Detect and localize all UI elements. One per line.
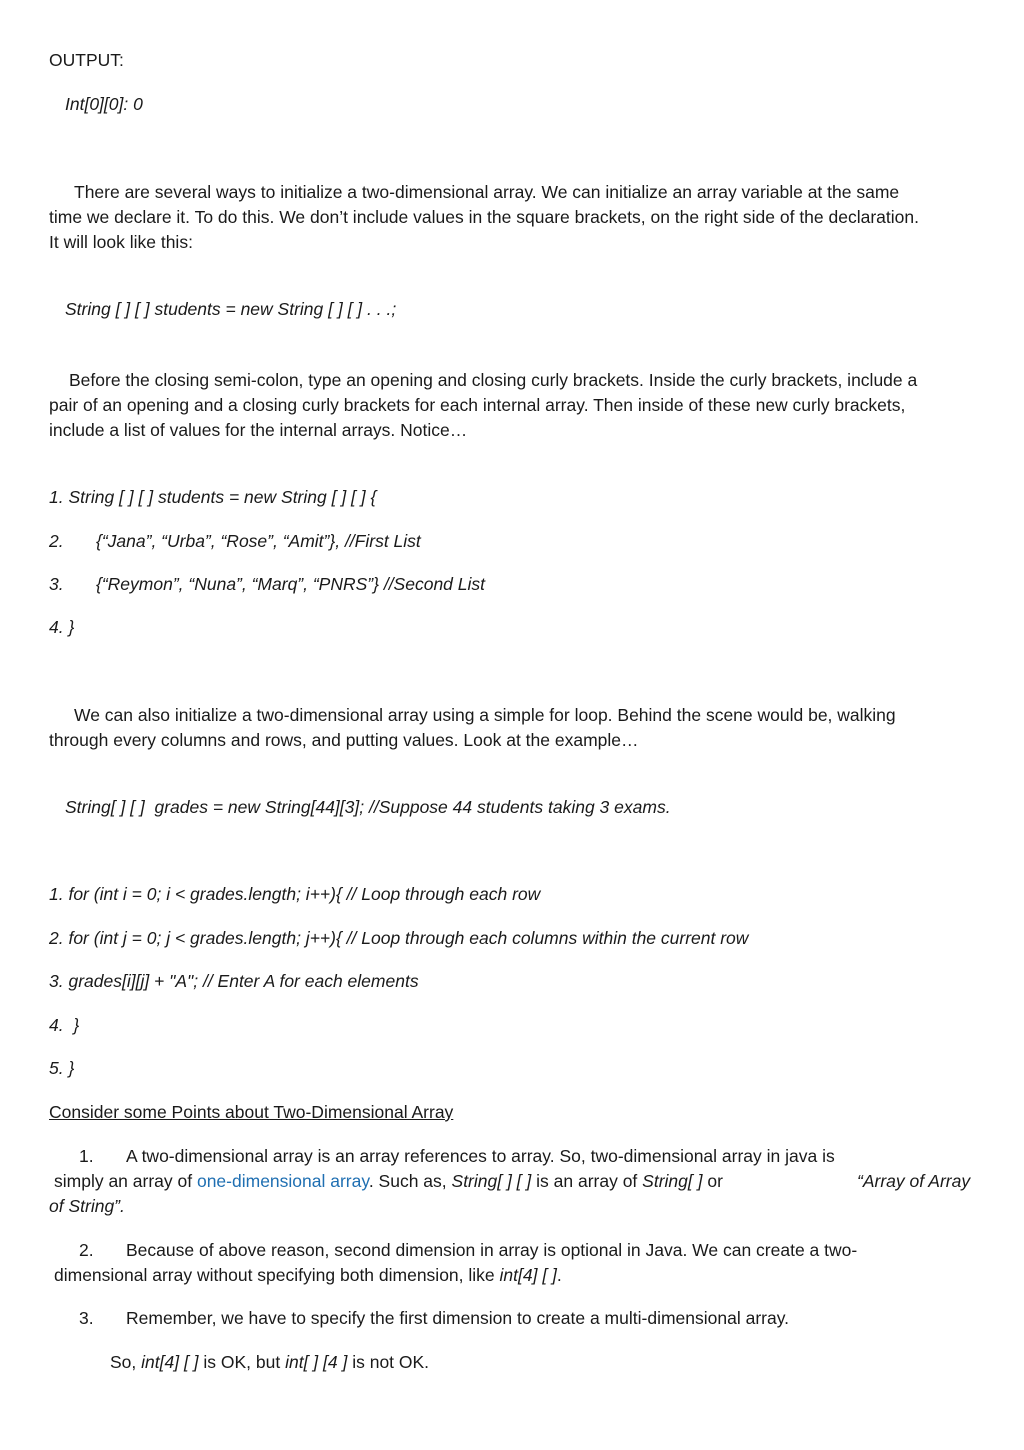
code-line-number: 4. (49, 617, 64, 637)
code-line-text: {“Reymon”, “Nuna”, “Marq”, “PNRS”} //Second List (96, 574, 486, 594)
point-line: of String”. (49, 1196, 125, 1216)
paragraph-line: pair of an opening and a closing curly brackets for each internal array. Then inside of these new curly brackets, (49, 395, 906, 415)
point-number: 2. (79, 1240, 94, 1260)
point-text: is an array of (531, 1171, 643, 1191)
point-text: dimensional array without specifying both dimension, like (54, 1265, 500, 1285)
point-code: int[4] [ ] (141, 1352, 199, 1372)
paragraph-line: through every columns and rows, and putting values. Look at the example… (49, 730, 639, 750)
point-code: String[ ] (642, 1171, 703, 1191)
point-text: So, (110, 1352, 142, 1372)
point-line: Because of above reason, second dimension in array is optional in Java. We can create a two- (126, 1240, 858, 1260)
code-line-text: } (68, 617, 75, 637)
output-label: OUTPUT: (49, 50, 124, 70)
paragraph-line: Before the closing semi-colon, type an opening and closing curly brackets. Inside the curly brackets, include a (69, 370, 918, 390)
point-quote: “Array of Array (857, 1171, 971, 1191)
paragraph-line: It will look like this: (49, 232, 193, 252)
point-text: . (556, 1265, 562, 1285)
point-line (54, 1263, 562, 1288)
point-text: simply an array of (54, 1171, 197, 1191)
code-declaration-grades: String[ ] [ ] grades = new String[44][3]; //Suppose 44 students taking 3 exams. (65, 797, 671, 817)
point-text: is OK, but (198, 1352, 286, 1372)
code-line-text: {“Jana”, “Urba”, “Rose”, “Amit”}, //First List (96, 531, 421, 551)
output-value: Int[0][0]: 0 (65, 94, 143, 114)
point-number: 1. (79, 1146, 94, 1166)
paragraph-line: time we declare it. To do this. We don’t include values in the square brackets, on the right side of the declaration. (49, 207, 919, 227)
point-text: or (702, 1171, 723, 1191)
code-line-number: 2. (49, 531, 64, 551)
points-heading: Consider some Points about Two-Dimensional Array (49, 1102, 454, 1122)
point-line: Remember, we have to specify the first dimension to create a multi-dimensional array. (126, 1308, 790, 1328)
point-code: int[ ] [4 ] (285, 1352, 348, 1372)
code-line: 4. } (49, 1015, 80, 1035)
paragraph-line: There are several ways to initialize a two-dimensional array. We can initialize an array variable at the same (74, 182, 900, 202)
code-line-number: 1. (49, 487, 64, 507)
code-line: 3. grades[i][j] + "A"; // Enter A for each elements (49, 971, 419, 991)
code-line (49, 572, 64, 597)
code-line: 5. } (49, 1058, 75, 1078)
code-line-number: 3. (49, 574, 64, 594)
paragraph-line: We can also initialize a two-dimensional array using a simple for loop. Behind the scene would be, walking (74, 705, 896, 725)
point-text: is not OK. (347, 1352, 430, 1372)
point-code: int[4] [ ] (499, 1265, 557, 1285)
code-line (49, 485, 376, 510)
code-line (49, 615, 74, 640)
point-line (110, 1350, 429, 1375)
code-line: 1. for (int i = 0; i < grades.length; i++){ // Loop through each row (49, 884, 541, 904)
point-line: A two-dimensional array is an array references to array. So, two-dimensional array in java is (126, 1146, 835, 1166)
one-dimensional-array-link[interactable]: one-dimensional array (196, 1171, 369, 1191)
paragraph-line: include a list of values for the internal arrays. Notice… (49, 420, 468, 440)
code-line: 2. for (int j = 0; j < grades.length; j++){ // Loop through each columns within the current row (49, 928, 749, 948)
point-text: . Such as, (368, 1171, 452, 1191)
point-number: 3. (79, 1308, 94, 1328)
code-line-text: String [ ] [ ] students = new String [ ] [ ] { (68, 487, 377, 507)
code-declaration-students: String [ ] [ ] students = new String [ ] [ ] . . .; (65, 299, 397, 319)
point-line (54, 1169, 723, 1194)
point-code: String[ ] [ ] (451, 1171, 532, 1191)
code-line (49, 529, 64, 554)
